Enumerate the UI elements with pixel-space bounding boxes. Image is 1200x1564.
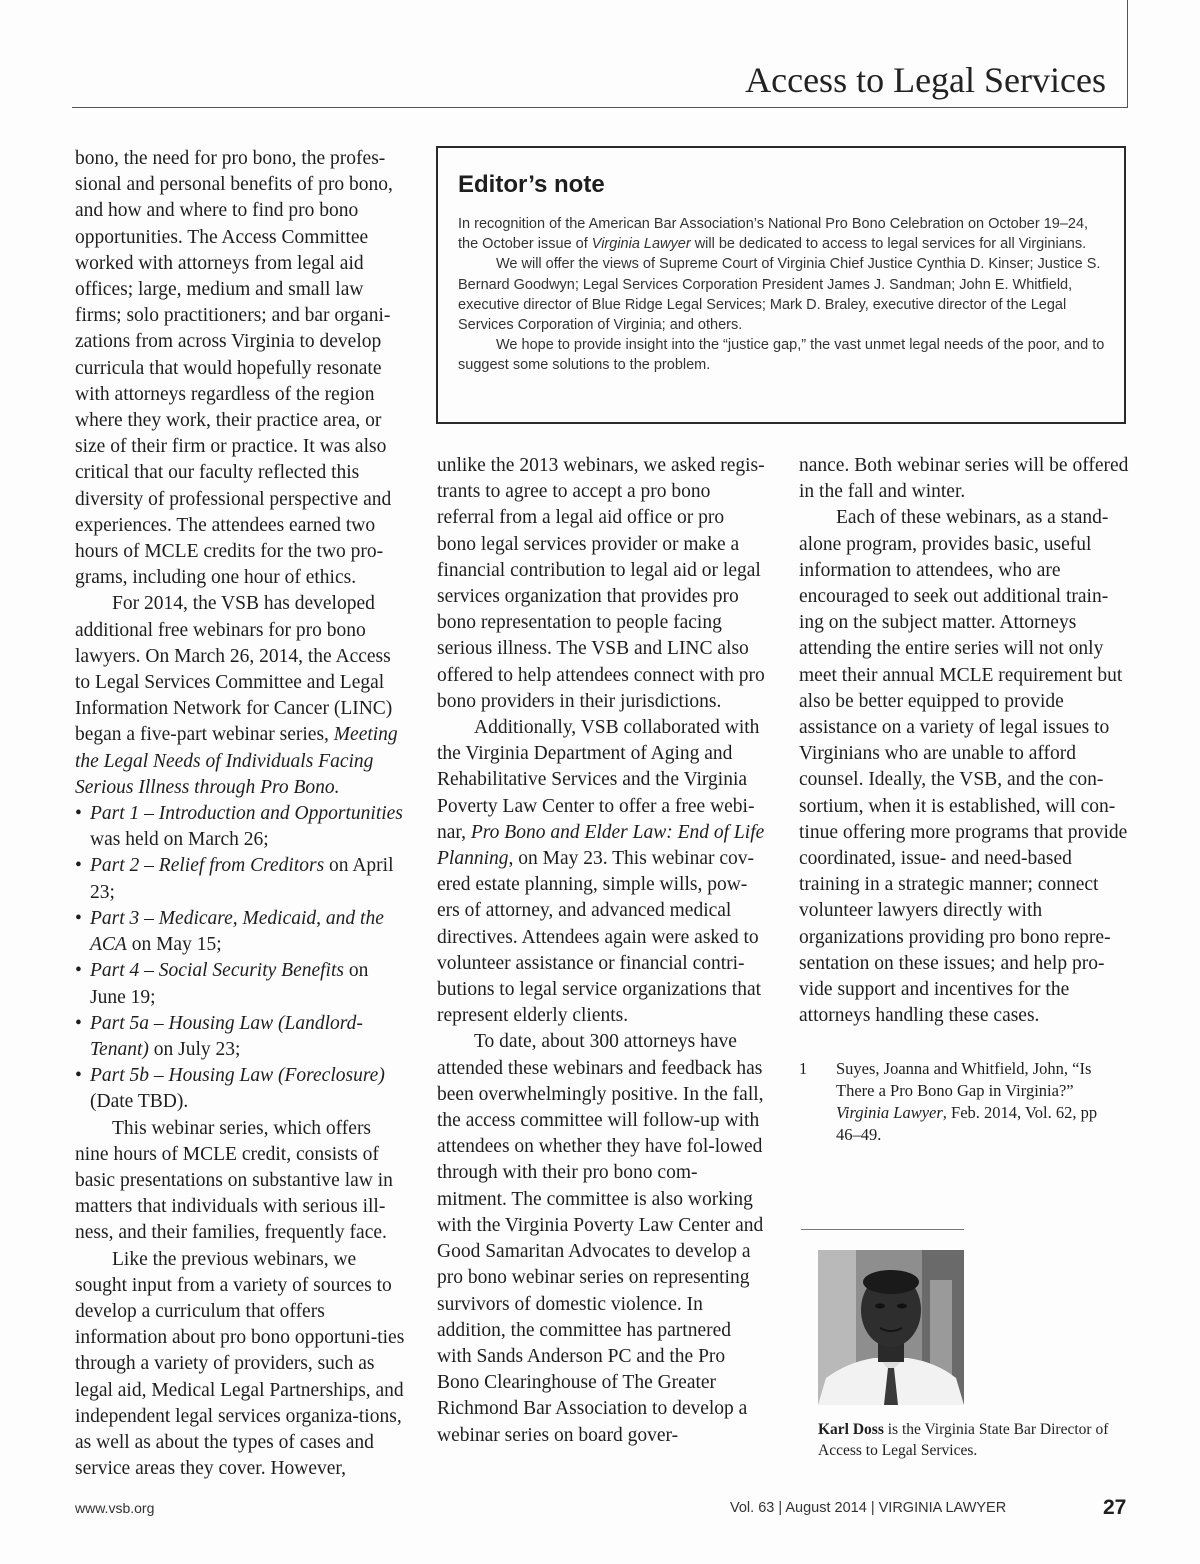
paragraph-text: , on May 23. This webinar cov-ered estate planning, simple wills, pow-ers of attorney, and advanced medical directives. Attendees again were asked to volunteer assistance or financial contri-butions to legal service organizations that represent elderly clients. — [437, 848, 762, 1027]
paragraph: To date, about 300 attorneys have attended these webinars and feedback has been overwhelmingly positive. In the fall, the access committee will follow-up with attendees on whether they have fol-lowed through with their pro bono com-mitment. The committee is also working with the Virginia Poverty Law Center and Good Samaritan Advocates to develop a pro bono webinar series on representing survivors of domestic violence. In addition, the committee has partnered with Sands Anderson PC and the Pro Bono Clearinghouse of The Greater Richmond Bar Association to develop a webinar series on board gover- — [437, 1031, 764, 1446]
editors-note-paragraph: We will offer the views of Supreme Court of Virginia Chief Justice Cynthia D. Kinser; Justice S. Bernard Goodwyn; Legal Services Corporation President James J. Sandman; John E. Whitfield, executive director of Blue Ridge Legal Services; Mark D. Braley, executive director of the Legal Services Corporation of Virginia; and others. — [458, 256, 1101, 334]
publication-title: Virginia Lawyer — [591, 236, 691, 253]
bullet-text: (Date TBD). — [90, 1091, 189, 1113]
bullet-text: on April 23; — [90, 855, 394, 903]
bullet-item — [75, 906, 407, 958]
bullet-marker: • — [75, 855, 82, 877]
bullet-item — [75, 1063, 407, 1115]
bullet-title: Part 5b – Housing Law (Foreclosure) — [90, 1065, 385, 1087]
page-number: 27 — [1103, 1496, 1127, 1519]
bullet-title: Part 4 – Social Security Benefits — [90, 960, 344, 982]
section-title: Access to Legal Services — [745, 60, 1106, 100]
bullet-text: on June 19; — [90, 960, 369, 1008]
bullet-marker: • — [75, 1065, 82, 1087]
bullet-item — [75, 1011, 407, 1063]
header-vertical-rule — [1127, 0, 1128, 108]
footnote-number: 1 — [799, 1059, 808, 1078]
paragraph-text: will be dedicated to access to legal services for all Virginians. — [690, 236, 1087, 253]
series-title: Meeting the Legal Needs of Individuals Facing Serious Illness through Pro Bono. — [75, 724, 398, 798]
paragraph: Each of these webinars, as a stand-alone program, provides basic, useful information to attendees, who are encouraged to seek out additional train-ing on the subject matter. Attorneys attending the entire series will not only meet their annual MCLE requirement but also be better equipped to provide assistance on a variety of legal issues to Virginians who are unable to afford counsel. Ideally, the VSB, and the con-sortium, when it is established, will con-tinue offering more programs that provide coordinated, issue- and need-based training in a strategic manner; connect volunteer lawyers directly with organizations providing pro bono repre-sentation on these issues; and help pro-vide support and incentives for the attorneys handling these cases. — [799, 507, 1128, 1027]
bullet-item — [75, 801, 407, 853]
footnote-citation-end: , Feb. 2014, Vol. 62, pp 46–49. — [836, 1103, 1098, 1144]
paragraph: unlike the 2013 webinars, we asked regis-trants to agree to accept a pro bono referral from a legal aid office or pro bono legal services provider or make a financial contribution to legal aid or legal services organization that provides pro bono representation to people facing serious illness. The VSB and LINC also offered to help attendees connect with pro bono providers in their jurisdictions. — [437, 455, 765, 712]
bullet-item — [75, 853, 407, 905]
bullet-text: on May 15; — [126, 934, 222, 956]
paragraph: bono, the need for pro bono, the profes-sional and personal benefits of pro bono, and how and where to find pro bono opportunities. The Access Committee worked with attorneys from legal aid offices; large, medium and small law firms; solo practitioners; and bar organi-zations from across Virginia to develop curricula that would hopefully resonate with attorneys regardless of the region where they work, their practice area, or size of their firm or practice. It was also critical that our faculty reflected this diversity of professional perspective and experiences. The attendees earned two hours of MCLE credits for the two pro-grams, including one hour of ethics. — [75, 148, 393, 589]
paragraph: nance. Both webinar series will be offered in the fall and winter. — [799, 455, 1129, 503]
paragraph: This webinar series, which offers nine hours of MCLE credit, consists of basic presentations on substantive law in matters that individuals with serious ill-ness, and their families, frequently face. — [75, 1117, 393, 1244]
editors-note-paragraph: We hope to provide insight into the “justice gap,” the vast unmet legal needs of the poor, and to suggest some solutions to the problem. — [458, 337, 1105, 374]
article-column-1 — [75, 146, 407, 1482]
paragraph-text: Additionally, VSB collaborated with the Virginia Department of Aging and Rehabilitative Services and the Virginia Poverty Law Center to offer a free webi-nar, — [437, 717, 760, 843]
article-column-3 — [799, 453, 1129, 1029]
bullet-title: Part 1 – Introduction and Opportunities — [90, 803, 403, 825]
paragraph-text: In recognition of the American Bar Association’s National Pro Bono Celebration on October 19–24, the October issue of — [458, 216, 1089, 253]
paragraph-text: For 2014, the VSB has developed additional free webinars for pro bono lawyers. On March 26, 2014, the Access to Legal Services Committee and Legal Information Network for Cancer (LINC) began a five-part webinar series, — [75, 593, 393, 746]
header-rule — [72, 107, 1128, 108]
article-column-2 — [437, 453, 767, 1449]
author-name: Karl Doss — [818, 1421, 884, 1438]
bullet-marker: • — [75, 1012, 82, 1034]
bullet-title: Part 2 – Relief from Creditors — [90, 855, 325, 877]
bullet-marker: • — [75, 803, 82, 825]
bullet-marker: • — [75, 960, 82, 982]
bullet-text: on July 23; — [148, 1038, 241, 1060]
author-portrait-image — [818, 1250, 964, 1405]
footer-issue-info: Vol. 63 | August 2014 | VIRGINIA LAWYER — [730, 1500, 1007, 1516]
photo-rule — [801, 1229, 964, 1230]
footnote-citation: Suyes, Joanna and Whitfield, John, “Is There a Pro Bono Gap in Virginia?” — [836, 1059, 1092, 1100]
paragraph — [75, 591, 407, 801]
bullet-item — [75, 958, 407, 1010]
bullet-text: was held on March 26; — [90, 829, 269, 851]
footnote-publication: Virginia Lawyer — [836, 1103, 943, 1122]
editors-note-paragraph — [458, 214, 1106, 254]
paragraph: Like the previous webinars, we sought input from a variety of sources to develop a curriculum that offers information about pro bono opportuni-ties through a variety of providers, such as legal aid, Medical Legal Partnerships, and independent legal services organiza-tions, as well as about the types of cases and service areas they cover. However, — [75, 1248, 405, 1480]
editors-note-heading: Editor’s note — [458, 171, 605, 198]
editors-note-box — [436, 146, 1126, 424]
footnote-text — [836, 1058, 1119, 1146]
bullet-marker: • — [75, 907, 82, 929]
author-photo — [818, 1250, 964, 1405]
bullet-title: Part 5a – Housing Law (Landlord-Tenant) — [90, 1012, 363, 1060]
author-caption — [818, 1420, 1118, 1461]
bullet-title: Part 3 – Medicare, Medicaid, and the ACA — [90, 907, 384, 956]
footnote — [799, 1058, 1119, 1146]
author-bio: is the Virginia State Bar Director of Access to Legal Services. — [818, 1421, 1109, 1459]
webinar-title: Pro Bono and Elder Law: End of Life Planning — [437, 821, 765, 870]
paragraph — [437, 715, 767, 1029]
footer-url: www.vsb.org — [75, 1500, 155, 1516]
